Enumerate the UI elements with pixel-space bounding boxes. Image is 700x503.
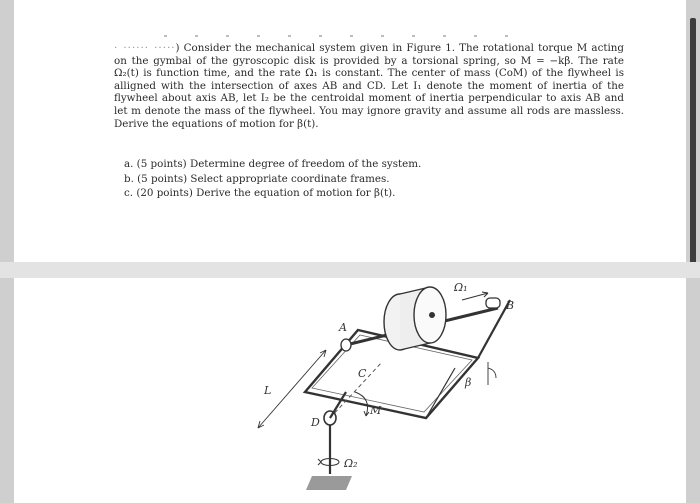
ground-base <box>306 476 352 490</box>
label-beta: β <box>465 376 472 389</box>
part-c: c. (20 points) Derive the equation of motion for β(t). <box>124 187 396 199</box>
bearing-A <box>341 339 351 351</box>
label-M: M <box>370 404 382 417</box>
label-D: D <box>311 416 320 429</box>
label-C: C <box>358 367 367 380</box>
label-B: B <box>506 299 515 312</box>
label-L: L <box>264 384 272 397</box>
bearing-B <box>486 298 500 308</box>
label-omega2: Ω₂ <box>344 457 358 470</box>
part-a: a. (5 points) Determine degree of freedom of the system. <box>124 158 422 170</box>
label-A: A <box>339 321 347 334</box>
problem-text: ) Consider the mechanical system given in Figure 1. The rotational torque M acting on the gymbal of the gyroscopic disk is provided by a torsional spring, so M = −kβ. The rate Ω₂(t) is function time, and the rate Ω₁ is constant. The center of mass (CoM) of the flywheel is alligned with the intersection of axes AB and CD. Let I₁ denote the moment of inertia of the flywheel about axis AB, let I₂ be the centroidal moment of inertia perpendicular to axis AB and let m denote the mass of the flywheel. You may ignore gravity and assume all rods are massless. Derive the equations of motion for β(t). <box>114 42 624 130</box>
smudged-problem-number: · ······ ····· <box>114 42 176 54</box>
label-omega1: Ω₁ <box>454 281 468 294</box>
part-b: b. (5 points) Select appropriate coordinate frames. <box>124 172 390 185</box>
